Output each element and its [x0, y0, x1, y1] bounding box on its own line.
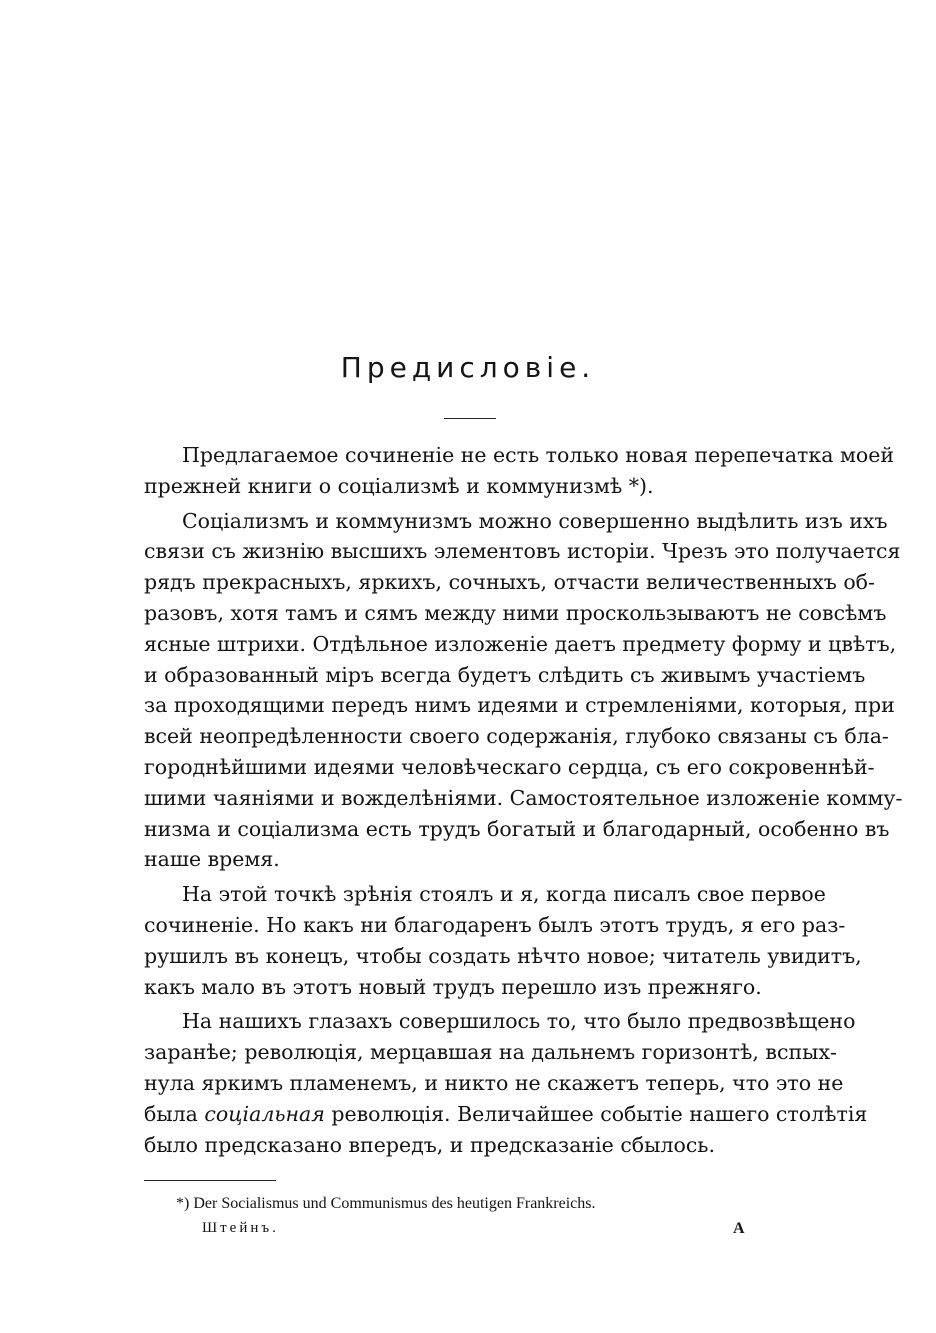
title-rule [444, 418, 496, 419]
text-line: разовъ, хотя тамъ и сямъ между ними проскользываютъ не совсѣмъ [144, 600, 887, 625]
text-line: заранѣе; революція, мерцавшая на дальнемъ горизонтѣ, вспых- [144, 1040, 837, 1065]
paragraph [144, 440, 895, 502]
author-name: Штейнъ. [202, 1220, 279, 1236]
paragraph [144, 1006, 868, 1160]
text-fragment: была [144, 1101, 205, 1126]
body-text [144, 440, 903, 1160]
text-line: за проходящими передъ нимъ идеями и стремленіями, которыя, при [144, 693, 895, 718]
emphasized-word: соціальная [204, 1101, 325, 1126]
text-line: наше время. [144, 847, 280, 872]
text-line: и образованный міръ всегда будетъ слѣдить съ живымъ участіемъ [144, 662, 866, 687]
text-line: рядъ прекрасныхъ, яркихъ, сочныхъ, отчасти величественныхъ об- [144, 570, 875, 595]
text-line: связи съ жизнію высшихъ элементовъ исторіи. Чрезъ это получается [144, 539, 901, 564]
text-line: Предлагаемое сочиненіе не есть только новая перепечатка моей [182, 443, 895, 467]
text-line: было предсказано впередъ, и предсказаніе сбылось. [144, 1132, 715, 1157]
footnote: *) Der Socialismus und Communismus des heutigen Frankreichs. [176, 1195, 596, 1212]
text-line: низма и соціализма есть трудъ богатый и благодарный, особенно въ [144, 816, 890, 841]
text-line: шими чаяніями и вожделѣніями. Самостоятельное изложеніе комму- [144, 785, 903, 810]
paragraph [144, 879, 862, 1002]
text-line: ясные штрихи. Отдѣльное изложеніе даетъ предмету форму и цвѣтъ, [144, 631, 897, 656]
text-line: прежней книги о соціализмѣ и коммунизмѣ *). [144, 473, 654, 498]
text-fragment: революція. Величайшее событіе нашего столѣтія [324, 1101, 868, 1126]
text-line: На нашихъ глазахъ совершилось то, что было предвозвѣщено [182, 1009, 856, 1034]
footnote-rule [144, 1180, 276, 1181]
text-line: городнѣйшими идеями человѣческаго сердца, съ его сокровеннѣй- [144, 754, 875, 779]
paragraph [144, 506, 903, 876]
page-title: Предисловіе. [340, 351, 596, 384]
text-line: какъ мало въ этотъ новый трудъ перешло изъ прежняго. [144, 974, 762, 999]
text-line: На этой точкѣ зрѣнія стоялъ и я, когда писалъ свое первое [182, 882, 826, 907]
text-line: всей неопредѣленности своего содержанія, глубоко связаны съ бла- [144, 724, 889, 749]
text-line: нула яркимъ пламенемъ, и никто не скажетъ теперь, что это не [144, 1070, 844, 1095]
text-line: сочиненіе. Но какъ ни благодаренъ былъ этотъ трудъ, я его раз- [144, 912, 846, 937]
text-line: Соціализмъ и коммунизмъ можно совершенно выдѣлить изъ ихъ [182, 508, 888, 533]
text-line: рушилъ въ конецъ, чтобы создать нѣчто новое; читатель увидитъ, [144, 943, 862, 968]
text-line-with-emphasis [144, 1099, 868, 1130]
signature-mark: A [733, 1220, 745, 1237]
